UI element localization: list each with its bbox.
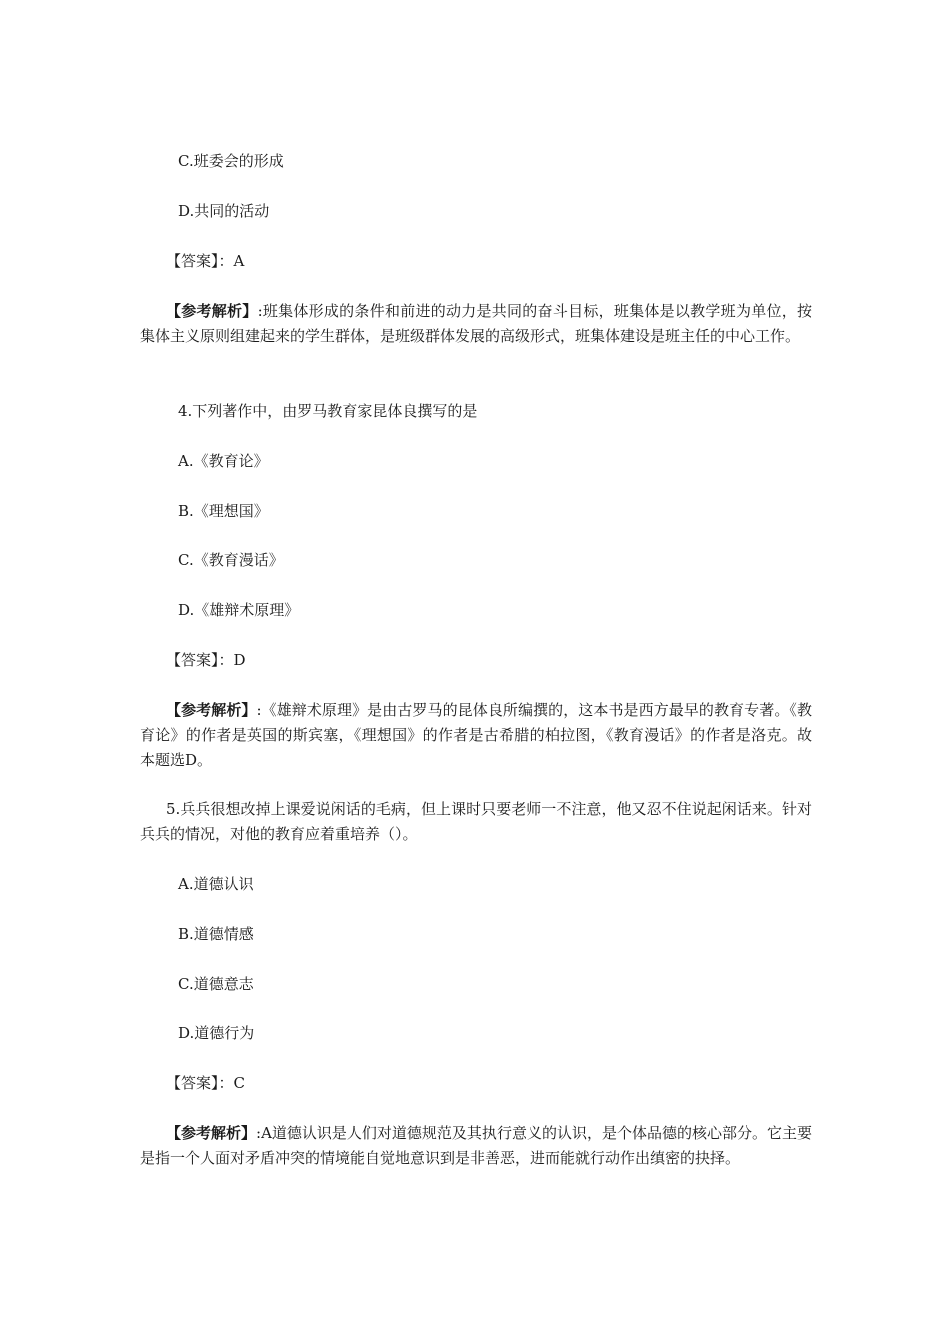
q5-option-b: B.道德情感 — [178, 925, 254, 943]
q4-option-a: A.《教育论》 — [178, 452, 269, 470]
q5-option-d: D.道德行为 — [178, 1024, 255, 1042]
q5-answer — [166, 1071, 245, 1096]
q4-analysis-label: 【参考解析】 — [166, 701, 257, 719]
q3-analysis — [140, 299, 812, 349]
q5-stem: 5.兵兵很想改掉上课爱说闲话的毛病，但上课时只要老师一不注意，他又忍不住说起闲话来。针对兵兵的情况，对他的教育应着重培养（）。 — [140, 800, 812, 843]
q4-answer-value: D — [233, 651, 246, 669]
q5-answer-label: 【答案】： — [166, 1074, 234, 1092]
q4-answer-label: 【答案】： — [166, 651, 234, 669]
q3-analysis-text: :班集体形成的条件和前进的动力是共同的奋斗目标，班集体是以教学班为单位，按集体主义原则组建起来的学生群体，是班级群体发展的高级形式，班集体建设是班主任的中心工作。 — [140, 302, 812, 345]
q4-analysis-text: :《雄辩术原理》是由古罗马的昆体良所编撰的，这本书是西方最早的教育专著。《教育论》的作者是英国的斯宾塞，《理想国》的作者是古希腊的柏拉图，《教育漫话》的作者是洛克。故本题选D。 — [140, 701, 812, 769]
q5-option-c: C.道德意志 — [178, 975, 254, 993]
q3-answer-label: 【答案】： — [166, 252, 234, 270]
q3-analysis-label: 【参考解析】 — [166, 302, 258, 320]
q4-option-b: B.《理想国》 — [178, 502, 269, 520]
q5-analysis — [140, 1121, 812, 1171]
q3-answer-value: A — [233, 252, 245, 270]
q3-option-d: D.共同的活动 — [178, 202, 270, 220]
q5-answer-value: C — [233, 1074, 245, 1092]
q4-answer — [166, 648, 246, 673]
q4-stem: 4.下列著作中，由罗马教育家昆体良撰写的是 — [178, 402, 478, 420]
q3-option-c: C.班委会的形成 — [178, 152, 284, 170]
q4-option-c: C.《教育漫话》 — [178, 551, 284, 569]
q5-option-a: A.道德认识 — [178, 875, 254, 893]
q5-analysis-label: 【参考解析】 — [166, 1124, 257, 1142]
q4-option-d: D.《雄辩术原理》 — [178, 601, 300, 619]
q3-answer — [166, 249, 244, 274]
q5-analysis-text: :A道德认识是人们对道德规范及其执行意义的认识，是个体品德的核心部分。它主要是指一个人面对矛盾冲突的情境能自觉地意识到是非善恶，进而能就行动作出缜密的抉择。 — [140, 1124, 812, 1167]
q4-analysis — [140, 698, 812, 773]
